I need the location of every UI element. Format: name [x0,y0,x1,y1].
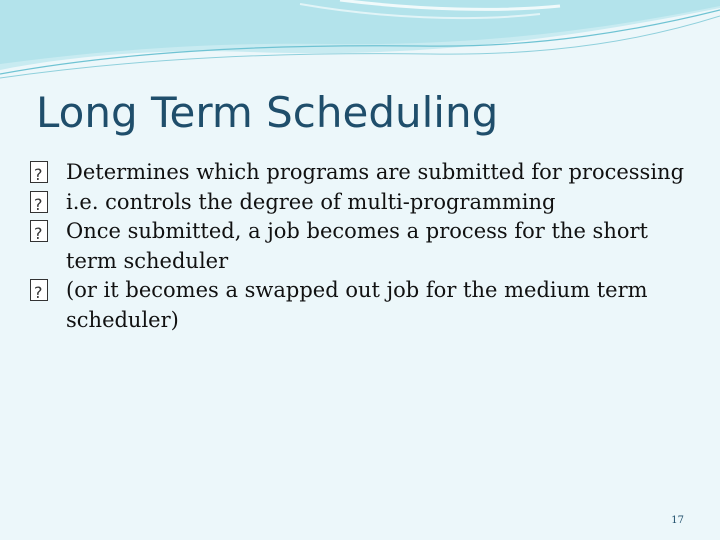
bullet-marker-icon [30,191,48,213]
bullet-text: (or it becomes a swapped out job for the medium term scheduler) [66,278,648,332]
bullet-text: Determines which programs are submitted for processing [66,160,685,184]
bullet-text: Once submitted, a job becomes a process for the short term scheduler [66,219,648,273]
header-wave-decoration [0,0,720,90]
bullet-item [30,158,690,188]
bullet-marker-icon [30,279,48,301]
bullet-text: i.e. controls the degree of multi-programming [66,189,556,214]
bullet-item [30,217,690,276]
bullet-item [30,188,690,218]
bullet-list [30,158,690,335]
bullet-marker-icon [30,220,48,242]
bullet-item [30,276,690,335]
slide-title: Long Term Scheduling [36,88,499,137]
page-number: 17 [671,515,684,526]
bullet-marker-icon [30,161,48,183]
